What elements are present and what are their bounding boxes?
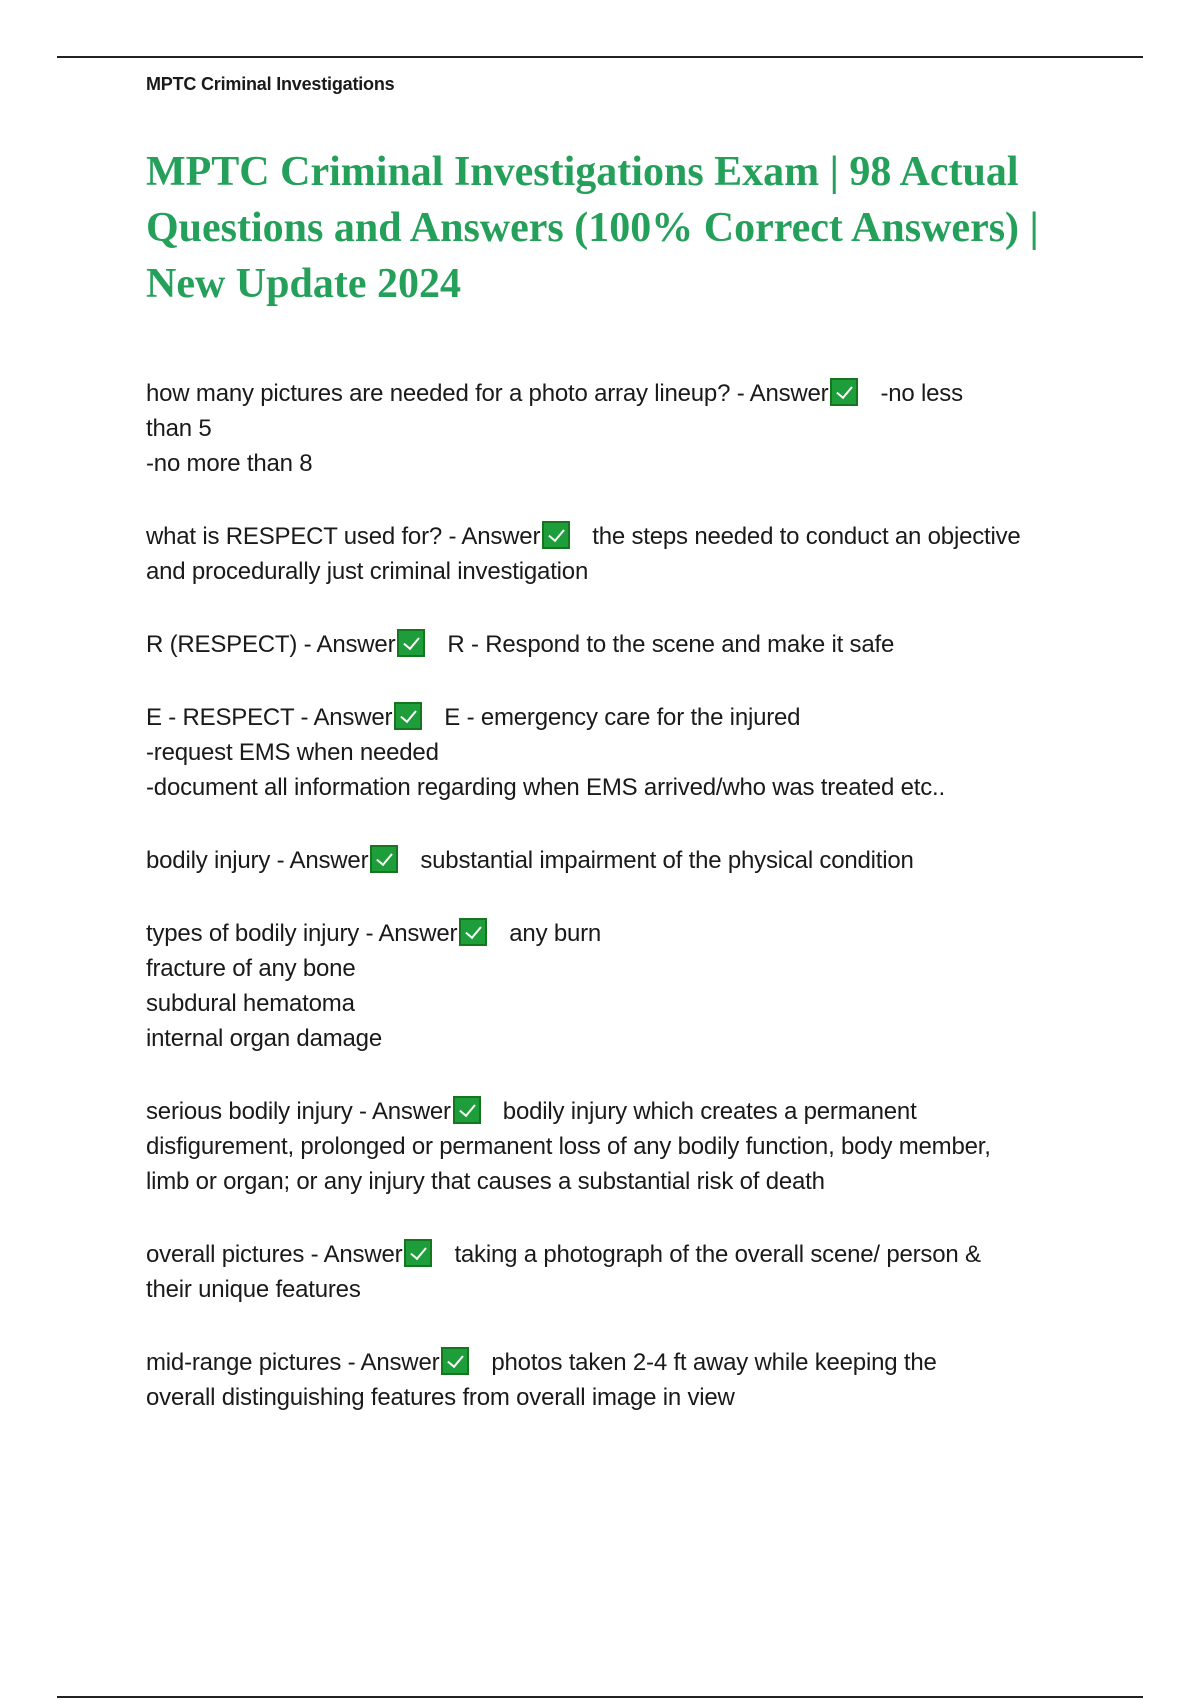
qa-item: [146, 843, 1091, 878]
check-box-icon: [370, 845, 398, 873]
check-box-icon: [441, 1347, 469, 1375]
answer-line: internal organ damage: [146, 1025, 382, 1052]
question-text: how many pictures are needed for a photo array lineup? - Answer: [146, 380, 829, 407]
question-text: what is RESPECT used for? - Answer: [146, 523, 541, 550]
qa-item: [146, 700, 1091, 805]
qa-item: [146, 916, 1091, 1056]
check-box-icon: [459, 918, 487, 946]
running-header: MPTC Criminal Investigations: [146, 74, 395, 94]
answer-line: overall distinguishing features from overall image in view: [146, 1384, 735, 1411]
answer-text: substantial impairment of the physical condition: [420, 847, 914, 874]
answer-line: and procedurally just criminal investigation: [146, 558, 589, 585]
answer-text: taking a photograph of the overall scene/ person &: [454, 1241, 981, 1268]
answer-line: fracture of any bone: [146, 955, 356, 982]
question-text: R (RESPECT) - Answer: [146, 631, 396, 658]
question-text: types of bodily injury - Answer: [146, 920, 458, 947]
question-text: overall pictures - Answer: [146, 1241, 403, 1268]
qa-item: [146, 519, 1091, 589]
answer-text: R - Respond to the scene and make it safe: [447, 631, 895, 658]
footer-rule: [57, 1696, 1143, 1698]
answer-line: subdural hematoma: [146, 990, 355, 1017]
check-box-icon: [542, 521, 570, 549]
check-box-icon: [394, 702, 422, 730]
header-rule: [57, 56, 1143, 58]
check-box-icon: [404, 1239, 432, 1267]
qa-item: [146, 1237, 1091, 1307]
answer-text: bodily injury which creates a permanent: [502, 1098, 917, 1125]
question-text: bodily injury - Answer: [146, 847, 369, 874]
answer-text: the steps needed to conduct an objective: [592, 523, 1021, 550]
qa-item: [146, 627, 1091, 662]
answer-text: E - emergency care for the injured: [444, 704, 801, 731]
document-title: MPTC Criminal Investigations Exam | 98 Actual Questions and Answers (100% Correct Answers) | New Update 2024: [146, 149, 1039, 307]
answer-text: any burn: [509, 920, 602, 947]
question-text: E - RESPECT - Answer: [146, 704, 393, 731]
check-box-icon: [453, 1096, 481, 1124]
answer-line: limb or organ; or any injury that causes a substantial risk of death: [146, 1168, 825, 1195]
answer-line: -request EMS when needed: [146, 739, 439, 766]
answer-line: their unique features: [146, 1276, 361, 1303]
answer-line: disfigurement, prolonged or permanent loss of any bodily function, body member,: [146, 1133, 991, 1160]
answer-text: -no less: [880, 380, 963, 407]
question-text: serious bodily injury - Answer: [146, 1098, 451, 1125]
answer-line: -document all information regarding when EMS arrived/who was treated etc..: [146, 774, 945, 801]
qa-item: [146, 376, 1091, 481]
qa-list: [146, 376, 1091, 1453]
answer-text: photos taken 2-4 ft away while keeping the: [491, 1349, 937, 1376]
answer-line: than 5: [146, 415, 212, 442]
qa-item: [146, 1094, 1091, 1199]
check-box-icon: [397, 629, 425, 657]
question-text: mid-range pictures - Answer: [146, 1349, 440, 1376]
qa-item: [146, 1345, 1091, 1415]
check-box-icon: [830, 378, 858, 406]
answer-line: -no more than 8: [146, 450, 313, 477]
